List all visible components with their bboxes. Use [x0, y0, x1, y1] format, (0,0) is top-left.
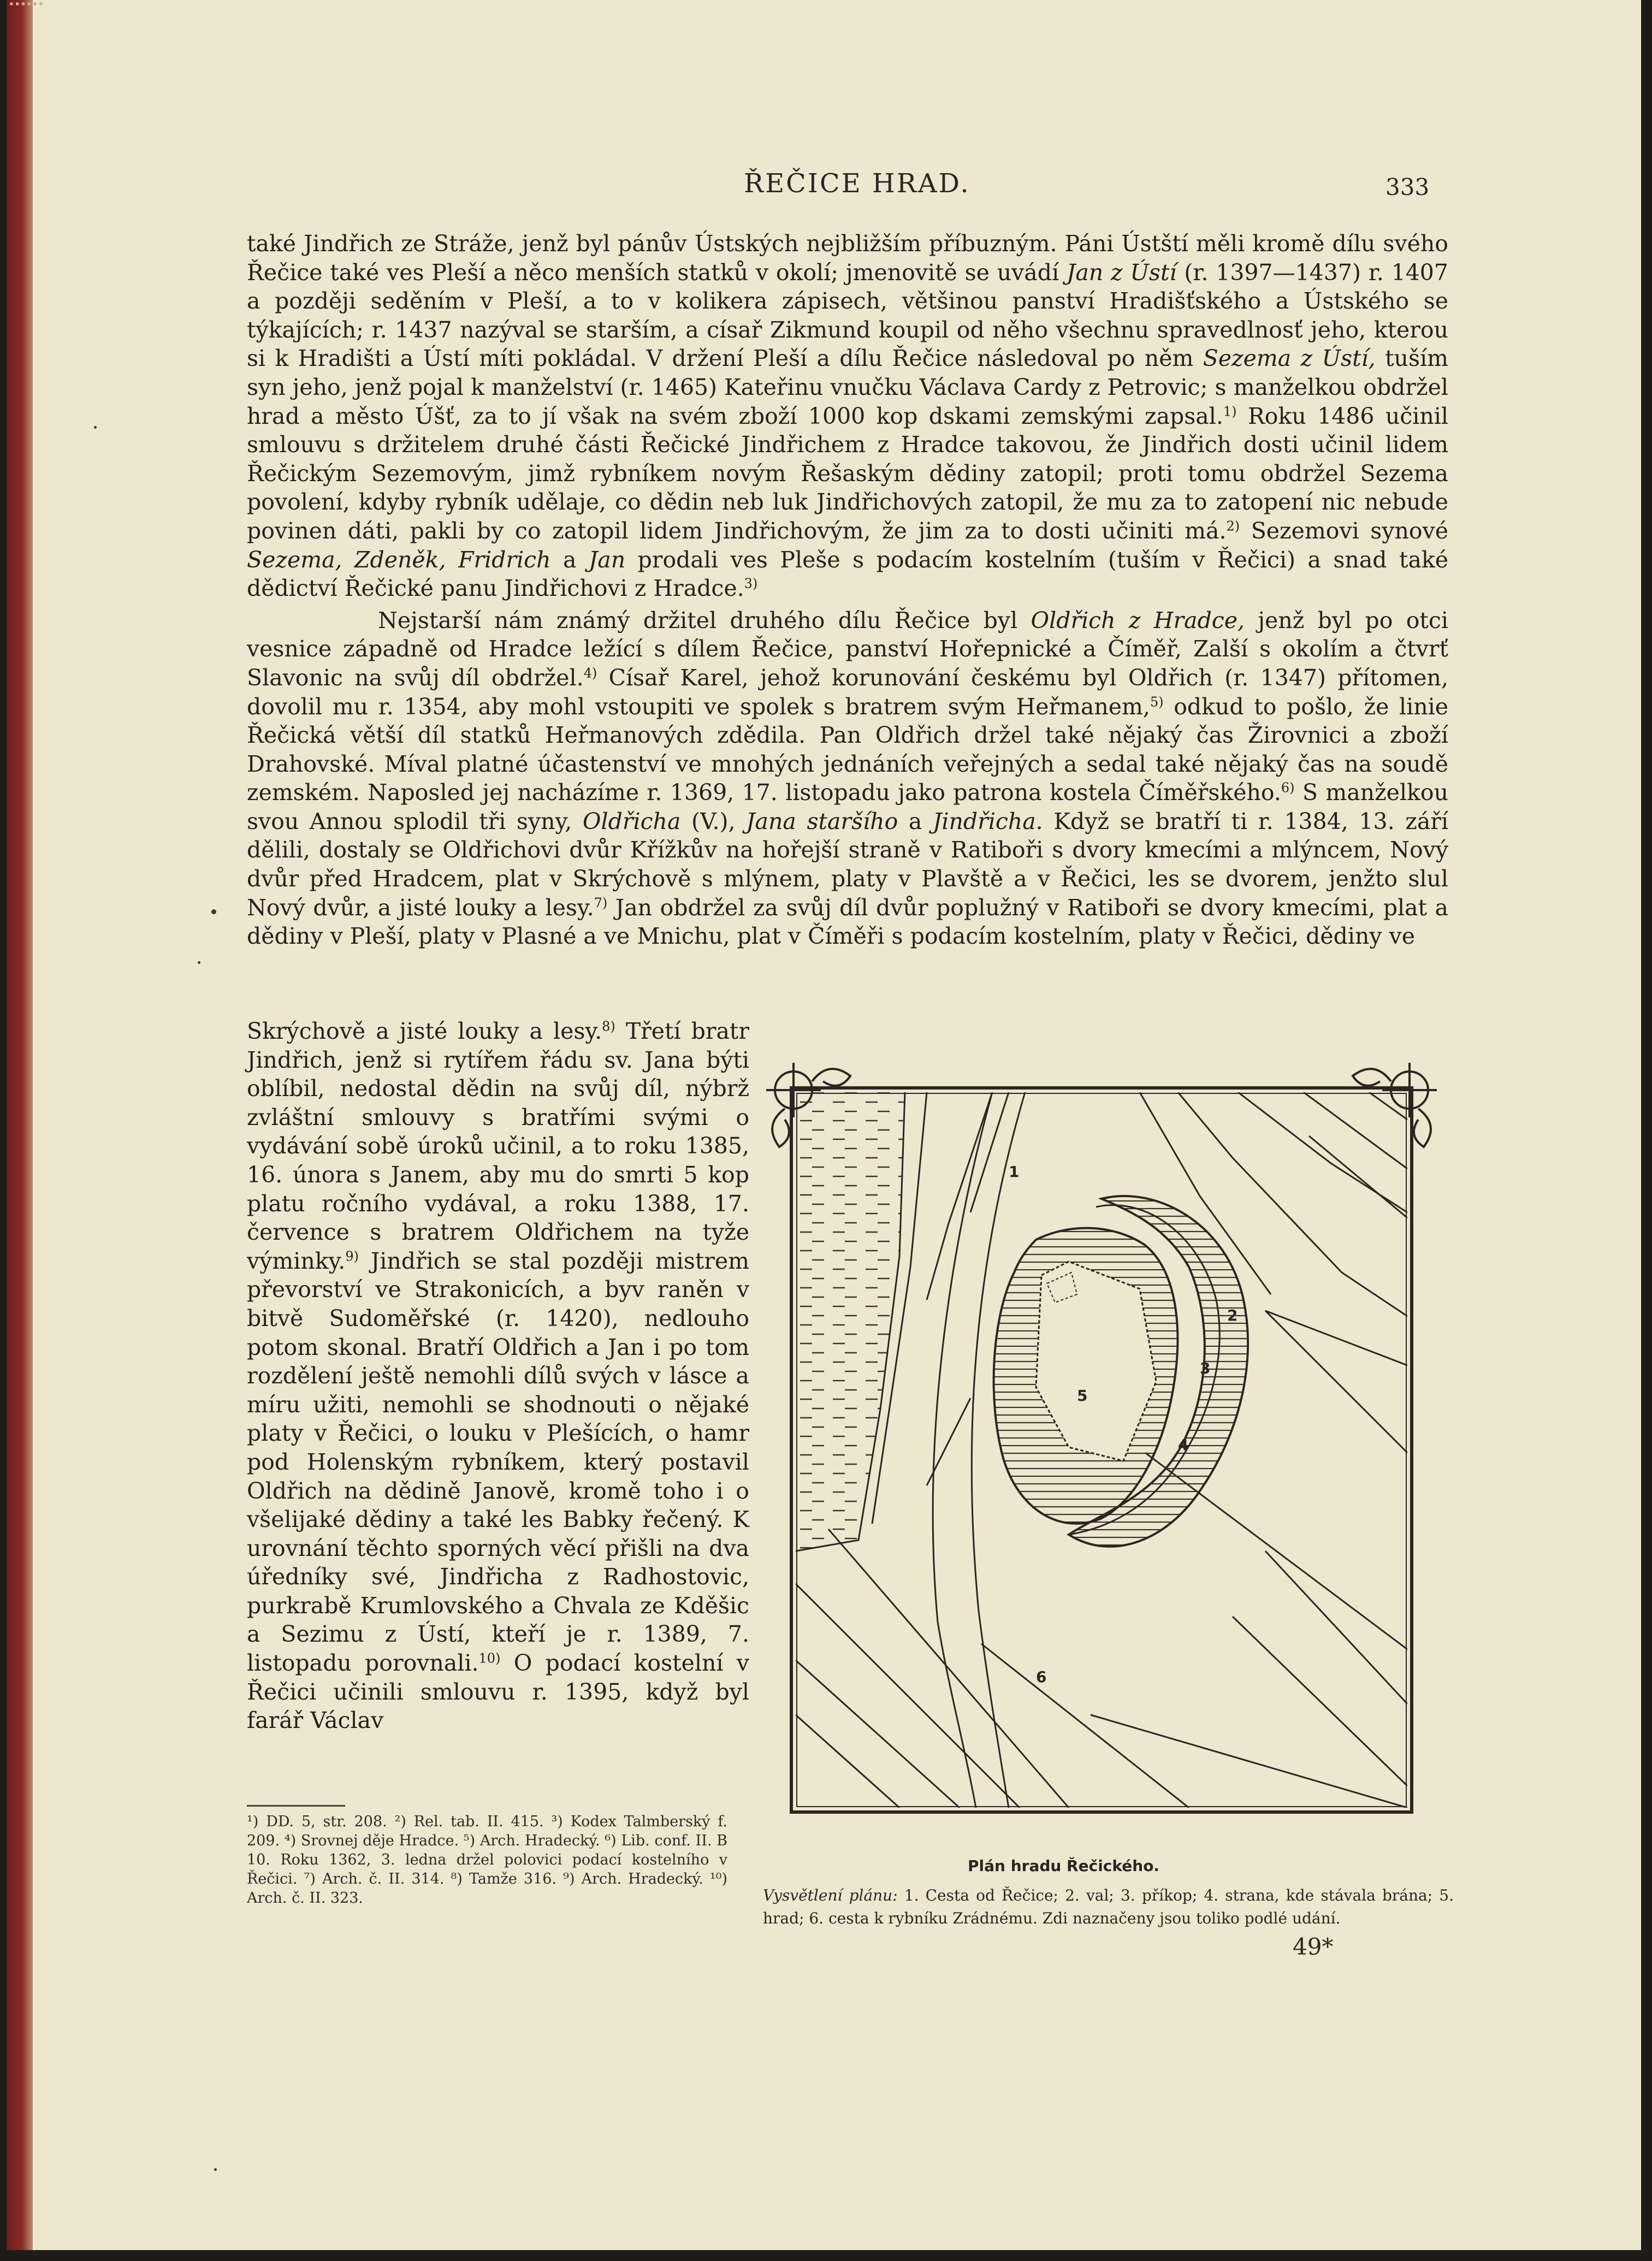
footnote-ref: 8) — [602, 1019, 615, 1034]
footnote-ref: 7) — [594, 895, 608, 910]
footnote-ref: 5) — [1150, 694, 1164, 709]
paper-speck — [94, 426, 97, 429]
plan-label-3: 3 — [1200, 1359, 1211, 1377]
plan-label-5: 5 — [1077, 1387, 1088, 1405]
paragraph-3: Skrýchově a jisté louky a lesy.$^{8)}$ Třetí bratr Jindřich, jenž si rytířem řádu sv. Jana býti oblíbil, nedostal dědin na svůj díl, nýbrž zvláštní smlouvy s bratřími svými o vydávání sobě úroků učinil, a to roku 1385, 16. února s Janem, aby mu do smrti 5 kop platu ročního vydával, a roku 1388, 17. července s bratrem Oldřichem na tyže výminky.$^{9)}$ Jindřich se stal později mistrem převorství ve Strakonicích, a byv raněn v bitvě Sudoměřské (r. 1420), nedlouho potom skonal. Bratří Oldřich a Jan i po tom rozdělení ještě nemohli dílů svých v lásce a míru užiti, nemohli se shodnouti o nějaké platy v Řečici, o louku v Plešících, o hamr pod Holenským rybníkem, který postavil Oldřich na dědině Janově, kromě toho i o všelijaké dědiny a také les Babky řečený. K urovnání těchto sporných věcí přišli na dva úředníky své, Jindřicha z Radhostovic, purkrabě Krumlovského a Chvala ze Kděšic a Sezimu z Ústí, kteří je r. 1389, 7. listopadu porovnali.$^{10)}$ O podací kostelní v Řečici učinili smlouvu r. 1395, když byl farář Václav — [247, 1018, 749, 1734]
legend-text: 1. Cesta od Řečice; 2. val; 3. příkop; 4. strana, kde stávala brána; 5. hrad; 6. cesta k rybníku Zrádnému. Zdi naznačeny jsou toliko podlé udání. — [763, 1886, 1454, 1927]
footnote-ref: 1) — [1223, 403, 1237, 419]
paragraph-2: Nejstarší nám známý držitel druhého dílu Řečice byl Oldřich z Hradce, jenž byl po otci vesnice západně od Hradce ležící s dílem Řečice, panství Hořepnické a Číměř, Zalší s okolím a čtvrť Slavonic na svůj díl obdržel.$^{4)}$ Císař Karel, jehož korunování českému byl Oldřich (r. 1347) přítomen, dovolil mu r. 1354, aby mohl vstoupiti ve spolek s bratrem svým Heřmanem,$^{5)}$ odkud to pošlo, že linie Řečická větší díl statků Heřmanových zdědila. Pan Oldřich držel také nějaký čas Žirovnici a zboží Drahovské. Míval platné účastenství ve mnohých jednáních veřejných a sedal také nějaký čas na soudě zemském. Naposled jej nacházíme r. 1369, 17. listopadu jako patrona kostela Číměřského.$^{6)}$ S manželkou svou Annou splodil tři syny, Oldřicha (V.), Jana staršího a Jindřicha. Když se bratří ti r. 1384, 13. září dělili, dostaly se Oldřichovi dvůr Křížkův na hořejší straně v Ratiboři s dvory kmecími a mlýncem, Nový dvůr před Hradcem, plat v Skrýchově s mlýnem, platy v Plavště a v Řečici, les se dvorem, jenžto slul Nový dvůr, a jisté louky a lesy.$^{7)}$ Jan obdržel za svůj díl dvůr poplužný v Ratiboři se dvory kmecími, plat a dědiny v Pleší, platy v Plasné a ve Mnichu, plat v Číměři s podacím kostelním, platy v Řečici, dědiny ve — [247, 607, 1448, 950]
legend-label: Vysvětlení plánu: — [763, 1886, 898, 1904]
paper-speck — [214, 2168, 217, 2171]
footnote-ref: 6) — [1281, 780, 1295, 796]
footnote-ref: 9) — [345, 1248, 359, 1264]
corner-ornament-top-right — [1353, 1063, 1437, 1147]
signature-mark: 49* — [1293, 1933, 1334, 1960]
paper-speck — [198, 961, 200, 964]
plan-label-4: 4 — [1178, 1436, 1189, 1454]
footnote-rule — [247, 1805, 345, 1807]
plan-label-6: 6 — [1036, 1668, 1047, 1686]
page-number: 333 — [1385, 174, 1430, 200]
book-page — [7, 0, 1641, 2250]
body-text-column — [247, 1017, 749, 1735]
plan-label-1: 1 — [1009, 1163, 1020, 1181]
body-text-top — [247, 229, 1448, 951]
plan-drawing — [796, 1092, 1407, 1808]
plan-label-2: 2 — [1227, 1306, 1238, 1324]
footnote-ref: 10) — [478, 1650, 501, 1666]
figure-legend — [763, 1884, 1454, 1930]
footnote-ref: 2) — [1226, 518, 1240, 534]
footnote-list: ¹) DD. 5, str. 208. ²) Rel. tab. II. 415. ³) Kodex Talmberský f. 209. ⁴) Srovnej děje Hradce. ⁵) Arch. Hradecký. ⁶) Lib. conf. II. B 10. Roku 1362, 3. ledna držel polovici podací kostelního v Řečici. ⁷) Arch. č. II. 314. ⁸) Tamže 316. ⁹) Arch. Hradecký. ¹⁰) Arch. č. II. 323. — [247, 1813, 727, 1907]
paper-speck — [211, 909, 216, 914]
running-title: ŘEČICE HRAD. — [744, 168, 970, 199]
book-binding-edge — [7, 0, 33, 2250]
paragraph-1: také Jindřich ze Stráže, jenž byl pánův Ústských nejbližším příbuzným. Páni Ústští měli kromě dílu svého Řečice také ves Pleší a něco menších statků v okolí; jmenovitě se uvádí Jan z Ústí (r. 1397—1437) r. 1407 a později seděním v Pleší, a to v kolikera zápisech, většinou panství Hradišťského a Ústského se týkajících; r. 1437 nazýval se starším, a císař Zikmund koupil od něho všechnu spravedlnosť jeho, kterou si k Hradišti a Ústí míti pokládal. V držení Pleší a dílu Řečice následoval po něm Sezema z Ústí, tuším syn jeho, jenž pojal k manželství (r. 1465) Kateřinu vnučku Václava Cardy z Petrovic; s manželkou obdržel hrad a město Úšť, za to jí však na svém zboží 1000 kop dskami zemskými zapsal.$^{1)}$ Roku 1486 učinil smlouvu s držitelem druhé části Řečické Jindřichem z Hradce takovou, že Jindřich dosti učinil lidem Řečickým Sezemovým, jimž rybníkem novým Řešaským dědiny zatopil; proti tomu obdržel Sezema povolení, kdyby rybník udělaje, co dědin neb luk Jindřichových zatopil, že mu za to zatopení nic nebude povinen dáti, pakli by co zatopil lidem Jindřichovým, že jim za to dosti učiniti má.$^{2)}$ Sezemovi synové Sezema, Zdeněk, Fridrich a Jan prodali ves Pleše s podacím kostelním (tuším v Řečici) a snad také dědictví Řečické panu Jindřichovi z Hradce.$^{3)}$ — [247, 230, 1448, 602]
pond-area — [796, 1092, 905, 1551]
footnote-ref: 3) — [744, 576, 758, 591]
footnotes — [247, 1812, 727, 1908]
castle-plan-figure — [763, 1060, 1440, 1840]
footnote-ref: 4) — [583, 665, 597, 681]
figure-caption: Plán hradu Řečického. — [968, 1857, 1160, 1875]
